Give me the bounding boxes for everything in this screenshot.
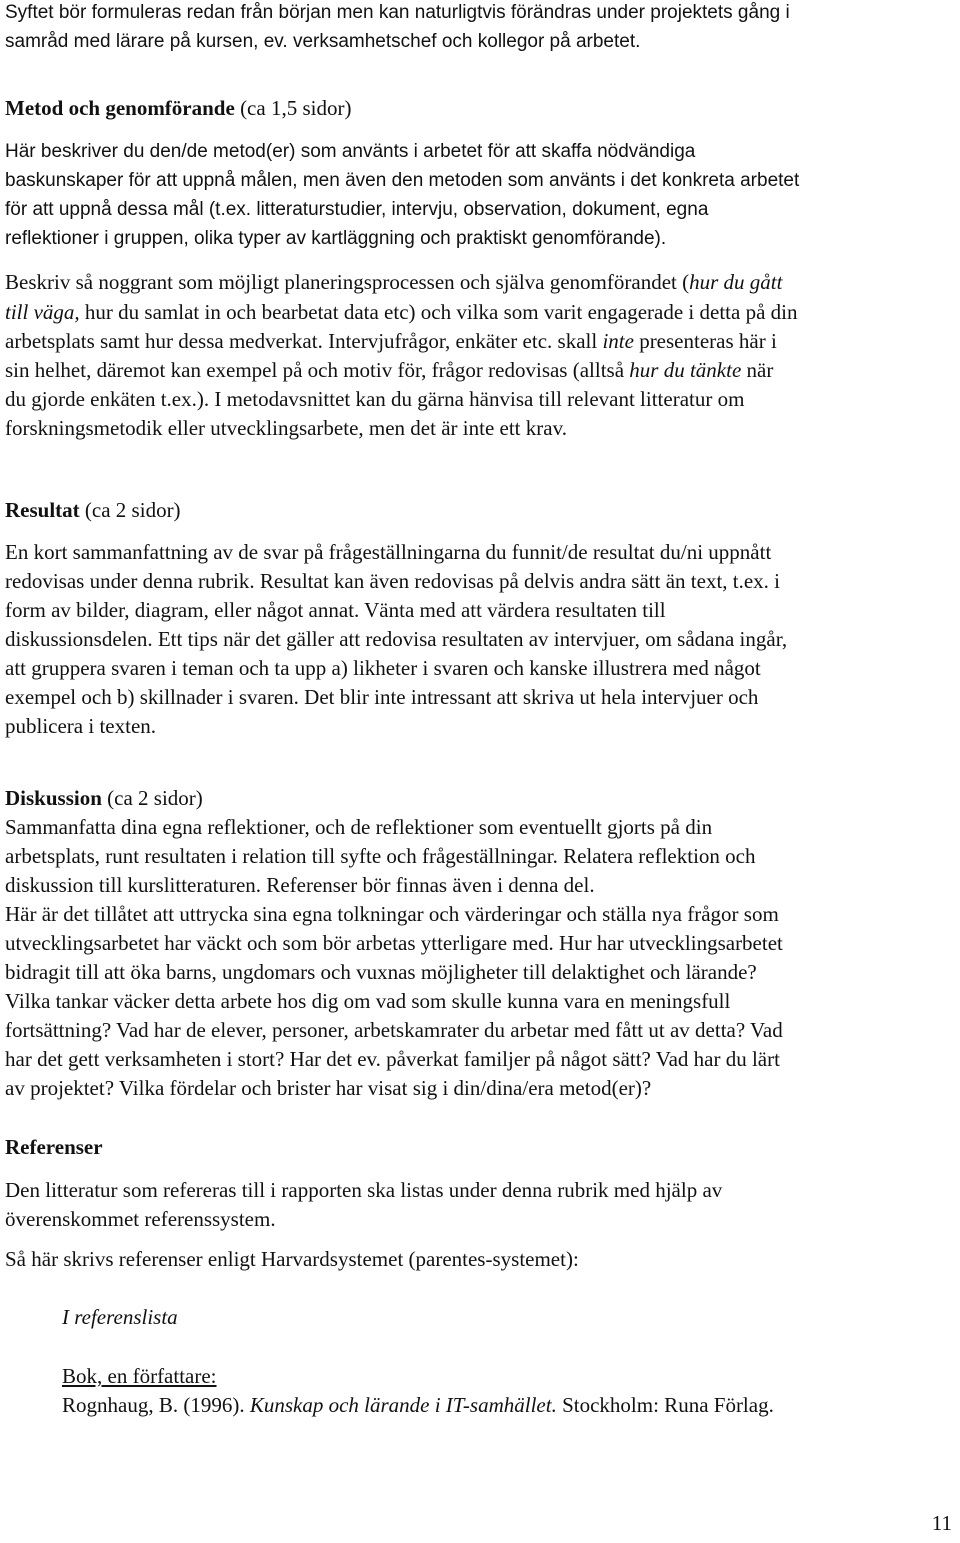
resultat-line: exempel och b) skillnader i svaren. Det blir inte intressant att skriva ut hela intervjuer och [5,685,759,709]
text-run: hur du samlat in och bearbetat data etc) och vilka som varit engagerade i detta på din [79,300,798,324]
metod-line: reflektioner i gruppen, olika typer av kartläggning och praktiskt genomförande). [5,228,667,249]
resultat-pages: (ca 2 sidor) [79,498,181,522]
intro-line: Syftet bör formuleras redan från början men kan naturligtvis förändras under projektets gång i [5,2,790,23]
referenslista-title: I referenslista [62,1305,178,1329]
diskussion-line: Vilka tankar väcker detta arbete hos dig om vad som skulle kunna vara en meningsfull [5,989,731,1013]
referenser-heading: Referenser [5,1135,103,1159]
metod-line: Här beskriver du den/de metod(er) som använts i arbetet för att skaffa nödvändiga [5,141,696,162]
diskussion-line: Sammanfatta dina egna reflektioner, och de reflektioner som eventuellt gjorts på din [5,815,713,839]
metod-p2-line [5,272,782,293]
metod-p2-line [5,302,797,323]
diskussion-line: av projektet? Vilka fördelar och brister har visat sig i din/dina/era metod(er)? [5,1076,652,1100]
book-label: Bok, en författare: [62,1364,217,1388]
metod-heading-line [5,98,351,119]
diskussion-line: Här är det tillåtet att uttrycka sina egna tolkningar och värderingar och ställa nya frågor som [5,902,779,926]
diskussion-heading: Diskussion [5,786,102,810]
italic-run: till väga, [5,300,80,324]
resultat-line: En kort sammanfattning av de svar på frågeställningarna du funnit/de resultat du/ni uppnått [5,540,772,564]
metod-heading: Metod och genomförande [5,96,235,120]
resultat-line: form av bilder, diagram, eller något annat. Vänta med att värdera resultaten till [5,598,666,622]
metod-line: för att uppnå dessa mål (t.ex. litteraturstudier, intervju, observation, dokument, egna [5,199,709,220]
ref-title: Kunskap och lärande i IT-samhället. [249,1393,557,1417]
reference-entry [62,1395,774,1416]
italic-run: hur du gått [689,270,783,294]
ref-author: Rognhaug, B. (1996). [62,1393,250,1417]
diskussion-heading-line [5,788,203,809]
italic-run: inte [602,329,634,353]
diskussion-line: fortsättning? Vad har de elever, personer, arbetskamrater du arbetar med fått ut av detta? Vad [5,1018,783,1042]
resultat-line: diskussionsdelen. Ett tips när det gäller att redovisa resultaten av intervjuer, om sådana ingår, [5,627,788,651]
italic-run: hur du tänkte [629,358,742,382]
metod-p2-line: du gjorde enkäten t.ex.). I metodavsnittet kan du gärna hänvisa till relevant litteratur om [5,387,745,411]
diskussion-line: bidragit till att öka barns, ungdomars och vuxnas möjligheter till delaktighet och lärande? [5,960,757,984]
referenser-line: överenskommet referenssystem. [5,1207,276,1231]
resultat-heading-line [5,500,181,521]
text-run: Beskriv så noggrant som möjligt planeringsprocessen och själva genomförandet ( [5,270,690,294]
harvard-line: Så här skrivs referenser enligt Harvardsystemet (parentes-systemet): [5,1247,579,1271]
text-run: när [741,358,774,382]
diskussion-line: arbetsplats, runt resultaten i relation till syfte och frågeställningar. Relatera reflektion och [5,844,756,868]
text-run: presenteras här i [633,329,777,353]
diskussion-line: utvecklingsarbetet har väckt och som bör arbetas ytterligare med. Hur har utvecklingsarbetet [5,931,783,955]
resultat-heading: Resultat [5,498,80,522]
metod-p2-line: forskningsmetodik eller utvecklingsarbete, men det är inte ett krav. [5,416,567,440]
text-run: arbetsplats samt hur dessa medverkat. Intervjufrågor, enkäter etc. skall [5,329,603,353]
diskussion-pages: (ca 2 sidor) [101,786,203,810]
ref-publisher: Stockholm: Runa Förlag. [556,1393,774,1417]
metod-line: baskunskaper för att uppnå målen, men även den metoden som använts i det konkreta arbetet [5,170,800,191]
page-number: 11 [931,1511,952,1535]
intro-line: samråd med lärare på kursen, ev. verksamhetschef och kollegor på arbetet. [5,31,641,52]
referenser-line: Den litteratur som refereras till i rapporten ska listas under denna rubrik med hjälp av [5,1178,723,1202]
metod-p2-line [5,360,773,381]
resultat-line: att gruppera svaren i teman och ta upp a) likheter i svaren och kanske illustrera med något [5,656,761,680]
metod-p2-line [5,331,777,352]
resultat-line: redovisas under denna rubrik. Resultat kan även redovisas på delvis andra sätt än text, t.ex. i [5,569,781,593]
diskussion-line: har det gett verksamheten i stort? Har det ev. påverkat familjer på något sätt? Vad har du lärt [5,1047,780,1071]
diskussion-line: diskussion till kurslitteraturen. Referenser bör finnas även i denna del. [5,873,595,897]
text-run: sin helhet, däremot kan exempel på och motiv för, frågor redovisas (alltså [5,358,630,382]
metod-pages: (ca 1,5 sidor) [234,96,352,120]
resultat-line: publicera i texten. [5,714,157,738]
